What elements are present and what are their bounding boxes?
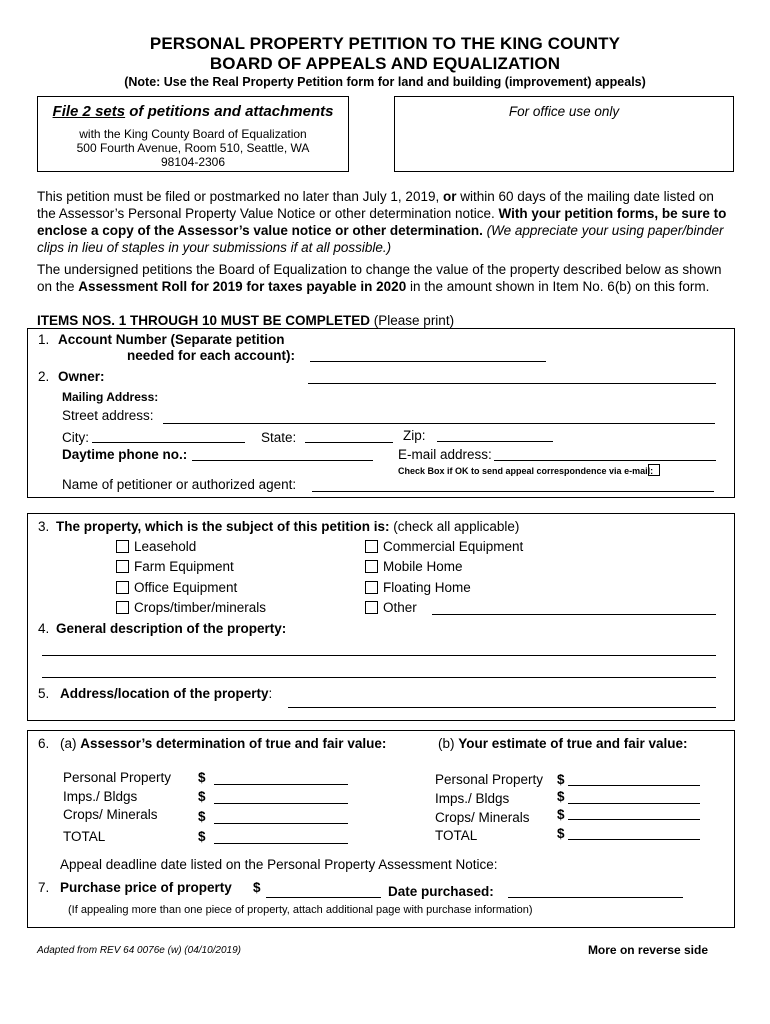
- daytime-phone-field[interactable]: [192, 460, 373, 461]
- intro-paragraph-1: This petition must be filed or postmarked no later than July 1, 2019, or within 60 days of the mailing date listed on the Assessor’s Personal Property Value Notice or other determination notice. With your petition forms, be sure to enclose a copy of the Assessor’s value notice or other determination. (We appreciate your using paper/binder clips in lieu of staples in your submissions if at all possible.): [37, 189, 727, 255]
- assessor-personal-property-label: Personal Property: [63, 770, 172, 785]
- property-address-label: Address/location of the property:: [60, 686, 273, 701]
- form-note: (Note: Use the Real Property Petition form for land and building (improvement) appeals): [124, 75, 646, 89]
- assessor-personal-property-field[interactable]: [214, 784, 348, 785]
- petitioner-field[interactable]: [312, 491, 714, 492]
- city-field[interactable]: [92, 442, 245, 443]
- property-address-field[interactable]: [288, 707, 716, 708]
- date-purchased-field[interactable]: [508, 897, 683, 898]
- estimate-personal-property-label: Personal Property: [435, 772, 544, 787]
- dollar-sign: $: [198, 809, 206, 824]
- item4-number: 4.: [38, 621, 50, 636]
- street-address-field[interactable]: [163, 423, 715, 424]
- option-farm-equipment[interactable]: Farm Equipment: [116, 559, 234, 574]
- street-address-label: Street address:: [62, 408, 154, 423]
- office-use-label: For office use only: [508, 104, 620, 119]
- owner-label: Owner:: [58, 369, 105, 384]
- option-commercial-equipment[interactable]: Commercial Equipment: [365, 539, 523, 554]
- estimate-personal-property-field[interactable]: [568, 785, 700, 786]
- item1-number: 1.: [38, 332, 50, 347]
- estimate-imps-bldgs-label: Imps./ Bldgs: [435, 791, 510, 806]
- zip-label: Zip:: [403, 428, 426, 443]
- checkbox-office-equipment[interactable]: [116, 581, 129, 594]
- item6-number: 6.: [38, 736, 50, 751]
- daytime-phone-label: Daytime phone no.:: [62, 447, 188, 462]
- form-title-line1: PERSONAL PROPERTY PETITION TO THE KING COUNTY: [149, 34, 621, 53]
- estimate-total-field[interactable]: [568, 839, 700, 840]
- option-leasehold[interactable]: Leasehold: [116, 539, 196, 554]
- account-number-field[interactable]: [310, 361, 546, 362]
- state-label: State:: [261, 430, 297, 445]
- dollar-sign: $: [557, 807, 565, 822]
- dollar-sign: $: [557, 772, 565, 787]
- dollar-sign: $: [557, 826, 565, 841]
- general-description-field-2[interactable]: [42, 677, 716, 678]
- dollar-sign: $: [198, 829, 206, 844]
- petitioner-label: Name of petitioner or authorized agent:: [62, 477, 297, 492]
- email-consent-checkbox[interactable]: [648, 464, 660, 476]
- purchase-price-field[interactable]: [266, 897, 381, 898]
- option-floating-home[interactable]: Floating Home: [365, 580, 471, 595]
- dollar-sign: $: [198, 770, 206, 785]
- item1-label-b: needed for each account):: [127, 348, 296, 363]
- mailing-address-label: Mailing Address:: [62, 390, 159, 404]
- checkbox-farm-equipment[interactable]: [116, 560, 129, 573]
- checkbox-crops-timber-minerals[interactable]: [116, 601, 129, 614]
- estimate-total-label: TOTAL: [435, 828, 478, 843]
- date-purchased-label: Date purchased:: [388, 884, 494, 899]
- assessor-imps-bldgs-label: Imps./ Bldgs: [63, 789, 138, 804]
- option-office-equipment[interactable]: Office Equipment: [116, 580, 237, 595]
- other-property-field[interactable]: [432, 614, 716, 615]
- option-mobile-home[interactable]: Mobile Home: [365, 559, 463, 574]
- option-other[interactable]: Other: [365, 600, 417, 615]
- assessor-total-label: TOTAL: [63, 829, 106, 844]
- item6a-label: (a) Assessor’s determination of true and fair value:: [60, 736, 387, 751]
- item6b-label: (b) Your estimate of true and fair value:: [438, 736, 688, 751]
- owner-field[interactable]: [308, 383, 716, 384]
- filing-instructions-box: [37, 96, 349, 172]
- assessor-crops-minerals-label: Crops/ Minerals: [63, 807, 158, 822]
- more-on-reverse: More on reverse side: [587, 943, 708, 957]
- general-description-label: General description of the property:: [56, 621, 287, 636]
- item1-label: Account Number (Separate petition: [58, 332, 285, 347]
- estimate-imps-bldgs-field[interactable]: [568, 803, 700, 804]
- email-consent-label: Check Box if OK to send appeal correspondence via e-mail:: [398, 466, 654, 476]
- estimate-crops-minerals-field[interactable]: [568, 819, 700, 820]
- city-label: City:: [62, 430, 89, 445]
- intro-paragraph-2: The undersigned petitions the Board of Equalization to change the value of the property described below as shown on the Assessment Roll for 2019 for taxes payable in 2020 in the amount shown in Item No. 6(b) on this form.: [37, 262, 722, 294]
- item7-number: 7.: [38, 880, 50, 895]
- section-value-box: [27, 730, 735, 928]
- estimate-crops-minerals-label: Crops/ Minerals: [435, 810, 530, 825]
- option-crops-timber-minerals[interactable]: Crops/timber/minerals: [116, 600, 266, 615]
- zip-field[interactable]: [437, 441, 553, 442]
- appeal-deadline-label: Appeal deadline date listed on the Personal Property Assessment Notice:: [60, 857, 498, 872]
- email-label: E-mail address:: [398, 447, 492, 462]
- filing-heading: File 2 sets of petitions and attachments: [52, 103, 334, 120]
- checkbox-mobile-home[interactable]: [365, 560, 378, 573]
- purchase-note: (If appealing more than one piece of property, attach additional page with purchase information): [68, 904, 533, 916]
- purchase-price-label: Purchase price of property: [60, 880, 232, 895]
- checkbox-other[interactable]: [365, 601, 378, 614]
- item5-number: 5.: [38, 686, 50, 701]
- checkbox-commercial-equipment[interactable]: [365, 540, 378, 553]
- state-field[interactable]: [305, 442, 393, 443]
- email-field[interactable]: [494, 460, 716, 461]
- general-description-field-1[interactable]: [42, 655, 716, 656]
- office-use-box: [394, 96, 734, 172]
- filing-address: with the King County Board of Equalization 500 Fourth Avenue, Room 510, Seattle, WA 98104-2306: [76, 127, 310, 169]
- dollar-sign: $: [253, 880, 261, 895]
- form-version: Adapted from REV 64 0076e (w) (04/10/2019): [37, 945, 242, 956]
- checkbox-floating-home[interactable]: [365, 581, 378, 594]
- checkbox-leasehold[interactable]: [116, 540, 129, 553]
- dollar-sign: $: [198, 789, 206, 804]
- items-required-note: ITEMS NOS. 1 THROUGH 10 MUST BE COMPLETED (Please print): [37, 313, 455, 328]
- item2-number: 2.: [38, 369, 50, 384]
- item3-label: The property, which is the subject of this petition is: (check all applicable): [56, 519, 520, 534]
- dollar-sign: $: [557, 789, 565, 804]
- assessor-crops-minerals-field[interactable]: [214, 823, 348, 824]
- item3-number: 3.: [38, 519, 50, 534]
- assessor-imps-bldgs-field[interactable]: [214, 803, 348, 804]
- form-title-line2: BOARD OF APPEALS AND EQUALIZATION: [209, 54, 561, 73]
- assessor-total-field[interactable]: [214, 843, 348, 844]
